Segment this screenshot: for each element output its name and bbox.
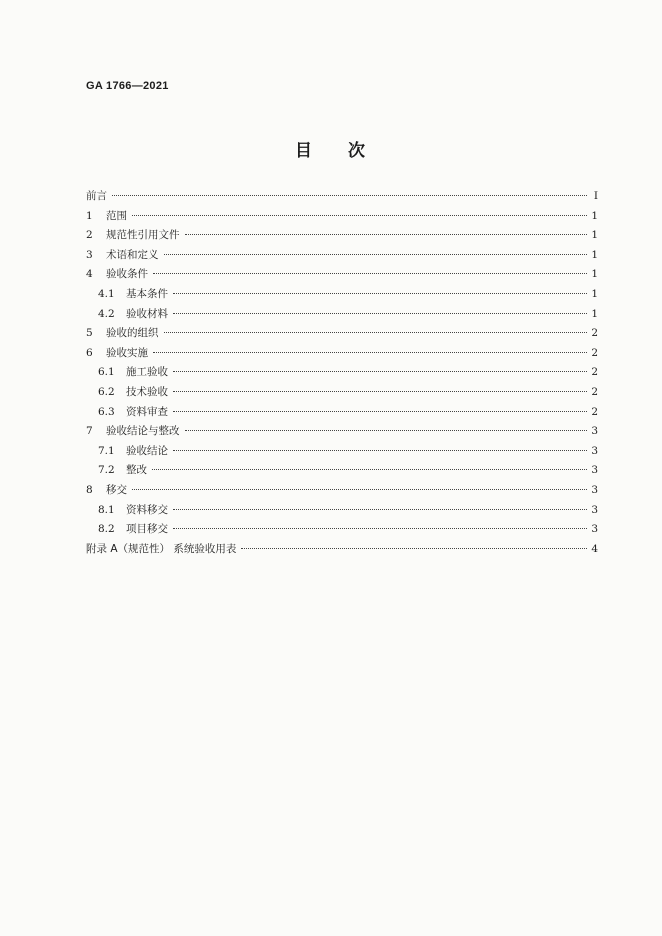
- toc-entry-number: 7.1: [98, 444, 115, 457]
- dot-leader: [153, 352, 587, 353]
- toc-entry[interactable]: [86, 462, 598, 482]
- toc-entry[interactable]: [86, 208, 598, 228]
- toc-entry-page: 2: [591, 327, 598, 340]
- toc-entry[interactable]: [86, 266, 598, 286]
- toc-entry-label: 验收材料: [126, 307, 168, 320]
- toc-entry-label: 验收条件: [106, 268, 148, 281]
- toc-entry[interactable]: [86, 502, 598, 522]
- toc-entry-page: 1: [591, 268, 598, 281]
- toc-entry-label: 附录 A（规范性） 系统验收用表: [86, 542, 237, 555]
- toc-entry[interactable]: [86, 443, 598, 463]
- toc-entry-page: Ⅰ: [593, 190, 598, 202]
- toc-entry-label: 验收结论与整改: [106, 425, 180, 438]
- dot-leader: [173, 509, 587, 510]
- toc-entry-page: 3: [591, 444, 598, 457]
- toc-entry[interactable]: [86, 227, 598, 247]
- toc-entry-number: 6.3: [98, 405, 115, 418]
- toc-entry[interactable]: [86, 423, 598, 443]
- toc-entry-page: 2: [591, 346, 598, 359]
- toc-entry-label: 验收的组织: [106, 327, 159, 340]
- toc-entry-number: 2: [86, 229, 93, 242]
- toc-entry[interactable]: [86, 286, 598, 306]
- title-part-2: 次: [348, 141, 367, 161]
- toc-entry-number: 3: [86, 248, 93, 261]
- dot-leader: [241, 548, 587, 549]
- title-part-1: 目: [295, 141, 314, 161]
- toc-entry-page: 1: [591, 307, 598, 320]
- standard-number: GA 1766—2021: [86, 80, 169, 92]
- toc-entry-label: 施工验收: [126, 366, 168, 379]
- toc-entry-label: 整改: [126, 464, 147, 477]
- toc-entry-label: 基本条件: [126, 287, 168, 300]
- toc-entry[interactable]: [86, 364, 598, 384]
- toc-entry-label: 范围: [106, 209, 127, 222]
- toc-entry-number: 7.2: [98, 464, 115, 477]
- toc-entry[interactable]: [86, 384, 598, 404]
- toc-entry-page: 2: [591, 366, 598, 379]
- toc-entry[interactable]: [86, 306, 598, 326]
- dot-leader: [152, 469, 587, 470]
- dot-leader: [185, 234, 588, 235]
- toc-entry-page: 2: [591, 405, 598, 418]
- toc-entry-number: 1: [86, 209, 93, 222]
- dot-leader: [112, 195, 587, 196]
- toc-entry-number: 4: [86, 268, 93, 281]
- toc-entry-page: 4: [591, 542, 598, 555]
- toc-entry-page: 1: [591, 229, 598, 242]
- toc-entry-number: 4.1: [98, 287, 115, 300]
- toc-entry-number: 8.1: [98, 503, 115, 516]
- toc-entry[interactable]: [86, 247, 598, 267]
- dot-leader: [173, 313, 587, 314]
- toc-entry-number: 4.2: [98, 307, 115, 320]
- toc-entry-page: 2: [591, 385, 598, 398]
- toc-entry-label: 项目移交: [126, 523, 168, 536]
- toc-entry-label: 前言: [86, 190, 107, 202]
- toc-entry-page: 3: [591, 523, 598, 536]
- toc-entry[interactable]: [86, 482, 598, 502]
- toc-entry-label: 资料审查: [126, 405, 168, 418]
- toc-entry-page: 1: [591, 287, 598, 300]
- toc-entry-number: 8.2: [98, 523, 115, 536]
- toc-entry-number: 6.1: [98, 366, 115, 379]
- toc-entry-page: 3: [591, 464, 598, 477]
- toc-entry[interactable]: [86, 521, 598, 541]
- dot-leader: [173, 391, 587, 392]
- toc-entry[interactable]: [86, 325, 598, 345]
- toc-entry-label: 技术验收: [126, 385, 168, 398]
- toc-entry-label: 验收实施: [106, 346, 148, 359]
- toc-entry[interactable]: [86, 345, 598, 365]
- dot-leader: [185, 430, 588, 431]
- toc-entry-number: 6: [86, 346, 93, 359]
- toc-entry-page: 1: [591, 209, 598, 222]
- toc-entry[interactable]: [86, 541, 598, 561]
- dot-leader: [132, 489, 587, 490]
- toc-entry[interactable]: [86, 188, 598, 208]
- toc-entry-number: 6.2: [98, 385, 115, 398]
- toc-entry-label: 移交: [106, 483, 127, 496]
- toc-entry-number: 8: [86, 483, 93, 496]
- dot-leader: [173, 411, 587, 412]
- dot-leader: [173, 528, 587, 529]
- table-of-contents: [86, 188, 598, 560]
- dot-leader: [173, 371, 587, 372]
- toc-entry-label: 资料移交: [126, 503, 168, 516]
- dot-leader: [153, 273, 587, 274]
- toc-entry-page: 1: [591, 248, 598, 261]
- toc-entry-label: 规范性引用文件: [106, 229, 180, 242]
- dot-leader: [173, 450, 587, 451]
- toc-entry-label: 术语和定义: [106, 248, 159, 261]
- toc-entry-page: 3: [591, 503, 598, 516]
- toc-entry-number: 5: [86, 327, 93, 340]
- dot-leader: [132, 215, 587, 216]
- dot-leader: [173, 293, 587, 294]
- toc-entry-page: 3: [591, 425, 598, 438]
- toc-entry[interactable]: [86, 404, 598, 424]
- dot-leader: [164, 332, 588, 333]
- page-title: [0, 136, 662, 161]
- toc-entry-label: 验收结论: [126, 444, 168, 457]
- dot-leader: [164, 254, 588, 255]
- toc-entry-number: 7: [86, 425, 93, 438]
- toc-entry-page: 3: [591, 483, 598, 496]
